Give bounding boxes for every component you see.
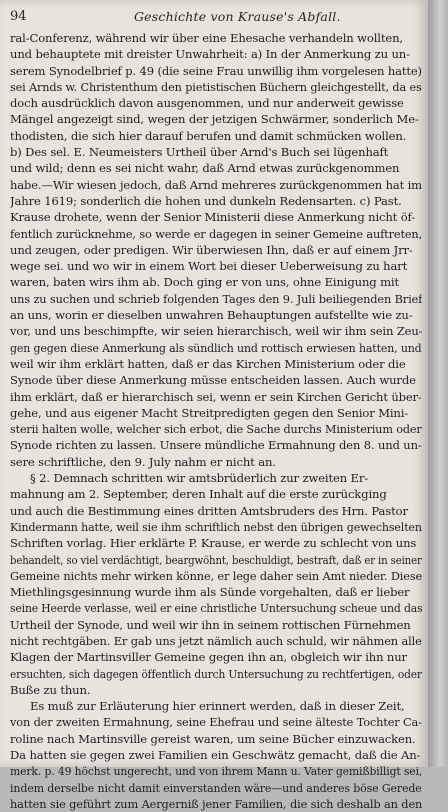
text-line: fentlich zurücknehme, so werde er dagegen in seiner Gemeine auftreten,: [10, 226, 422, 241]
text-line: nicht rechtgäben. Er gab uns jetzt nämlich auch schuld, wir nähmen alle: [10, 633, 422, 648]
text-line: vor, und uns beschimpfte, wir seien hierarchisch, weil wir ihm sein Zeu-: [10, 324, 423, 339]
text-line: seine Heerde verlasse, weil er eine christliche Untersuchung scheue und das: [10, 601, 422, 616]
text-line: § 2. Demnach schritten wir amtsbrüderlich zur zweiten Er-: [30, 471, 369, 486]
text-line: ihm erklärt, daß er hierarchisch sei, wenn er sein Kirchen Gericht über-: [10, 389, 422, 404]
text-line: sterii halten wolle, welcher sich erbot, die Sache durchs Ministerium oder: [10, 422, 422, 437]
text-line: thodisten, die sich hier darauf berufen und damit schmücken wollen.: [10, 128, 407, 143]
text-line: und behauptete mit dreister Unwahrheit: a) In der Anmerkung zu un-: [10, 47, 410, 62]
text-line: Krause drohete, wenn der Senior Ministerii diese Anmerkung nicht öf-: [10, 210, 416, 225]
text-line: merk. p. 49 höchst ungerecht, und von ihrem Mann u. Vater gemißbilligt sei,: [10, 764, 422, 779]
text-line: behandelt, so viel verdächtigt, beargwöhnt, beschuldigt, bestraft, daß er in seiner: [10, 552, 422, 567]
page-header: [10, 9, 418, 27]
text-line: habe.—Wir wiesen jedoch, daß Arnd mehreres zurückgenommen hat im: [10, 177, 422, 192]
text-line: uns zu suchen und schrieb folgenden Tages den 9. Juli beiliegenden Brief: [10, 291, 422, 306]
text-line: serem Synodelbrief p. 49 (die seine Frau unwillig ihm vorgelesen hatte): [10, 63, 422, 78]
text-line: roline nach Martinsville gereist waren, um seine Bücher einzuwacken.: [10, 731, 416, 746]
text-line: von der zweiten Ermahnung, seine Ehefrau und seine älteste Tochter Ca-: [10, 715, 422, 730]
text-line: doch ausdrücklich davon ausgenommen, und nur anderweit gewisse: [10, 96, 404, 111]
text-line: und auch die Bestimmung eines dritten Amtsbruders des Hrn. Pastor: [10, 503, 408, 518]
text-line: und zeugen, oder predigen. Wir überwiesen Ihn, daß er auf einem Jrr-: [10, 242, 413, 257]
text-line: Miethlingsgesinnung wurde ihm als Sünde vorgehalten, daß er lieber: [10, 585, 410, 600]
paragraph: [10, 470, 422, 698]
text-line: Es muß zur Erläuterung hier erinnert werden, daß in dieser Zeit,: [30, 699, 405, 714]
text-line: weil wir ihm erklärt hatten, daß er das Kirchen Ministerium oder die: [10, 356, 406, 371]
body-text: [10, 30, 422, 812]
text-line: ral-Conferenz, während wir über eine Ehesache verhandeln wollten,: [10, 31, 403, 45]
text-line: Gemeine nichts mehr wirken könne, er lege daher sein Amt nieder. Diese: [10, 568, 422, 583]
text-line: Da hatten sie gegen zwei Familien ein Geschwätz gemacht, daß die An-: [10, 748, 421, 763]
text-line: hatten sie geführt zum Aergerniß jener Familien, die sich deshalb an den: [10, 796, 423, 811]
text-line: gehe, und aus eigener Macht Streitpredigten gegen den Senior Mini-: [10, 405, 409, 420]
text-line: sere schriftliche, den 9. July nahm er nicht an.: [10, 454, 276, 469]
text-line: ersuchten, sich dagegen öffentlich durch Untersuchung zu rechtfertigen, oder: [10, 666, 422, 681]
text-line: an uns, worin er dieselben unwahren Behauptungen aufstellte wie zu-: [10, 308, 413, 323]
text-line: Schriften vorlag. Hier erklärte P. Krause, er werde zu schlecht von uns: [10, 536, 417, 551]
paragraph: [10, 698, 422, 812]
text-line: b) Des sel. E. Neumeisters Urtheil über Arnd's Buch sei lügenhaft: [10, 145, 389, 160]
text-line: waren, baten wirs ihm ab. Doch ging er von uns, ohne Einigung mit: [10, 275, 399, 290]
text-line: Klagen der Martinsviller Gemeine gegen ihn an, obgleich wir ihn nur: [10, 650, 407, 665]
running-title: Geschichte von Krause's Abfall.: [134, 9, 341, 24]
text-line: und wild; denn es sei nicht wahr, daß Arnd etwas zurückgenommen: [10, 161, 400, 176]
page-edge: [428, 0, 448, 767]
paragraph: [10, 30, 422, 470]
text-line: Buße zu thun.: [10, 682, 91, 697]
text-line: Kindermann hatte, weil sie ihm schriftlich nebst den übrigen gewechselten: [10, 519, 422, 534]
page-number: 94: [10, 9, 27, 24]
text-line: sei Arnds w. Christenthum den pietistischen Büchern gleichgestellt, da es: [10, 79, 422, 94]
text-line: gen gegen diese Anmerkung als sündlich und rottisch erwiesen hatten, und: [10, 340, 422, 355]
text-line: mahnung am 2. September, deren Inhalt auf die erste zurückging: [10, 487, 387, 502]
text-line: Jahre 1619; sonderlich die hohen und dunkeln Redensarten. c) Past.: [10, 193, 402, 208]
text-line: Synode über diese Anmerkung müsse entscheiden lassen. Auch wurde: [10, 373, 416, 388]
text-line: Mängel angezeigt sind, wegen der jetzigen Schwärmer, sonderlich Me-: [10, 112, 419, 127]
text-line: indem derselbe nicht damit einverstanden wäre—und anderes böse Gerede: [10, 780, 422, 795]
text-line: Synode richten zu lassen. Unsere mündliche Ermahnung den 8. und un-: [10, 438, 422, 453]
text-line: Urtheil der Synode, und weil wir ihn in seinem rottischen Fürnehmen: [10, 617, 411, 632]
text-line: wege sei. und wo wir in einem Wort bei dieser Ueberweisung zu hart: [10, 259, 408, 274]
